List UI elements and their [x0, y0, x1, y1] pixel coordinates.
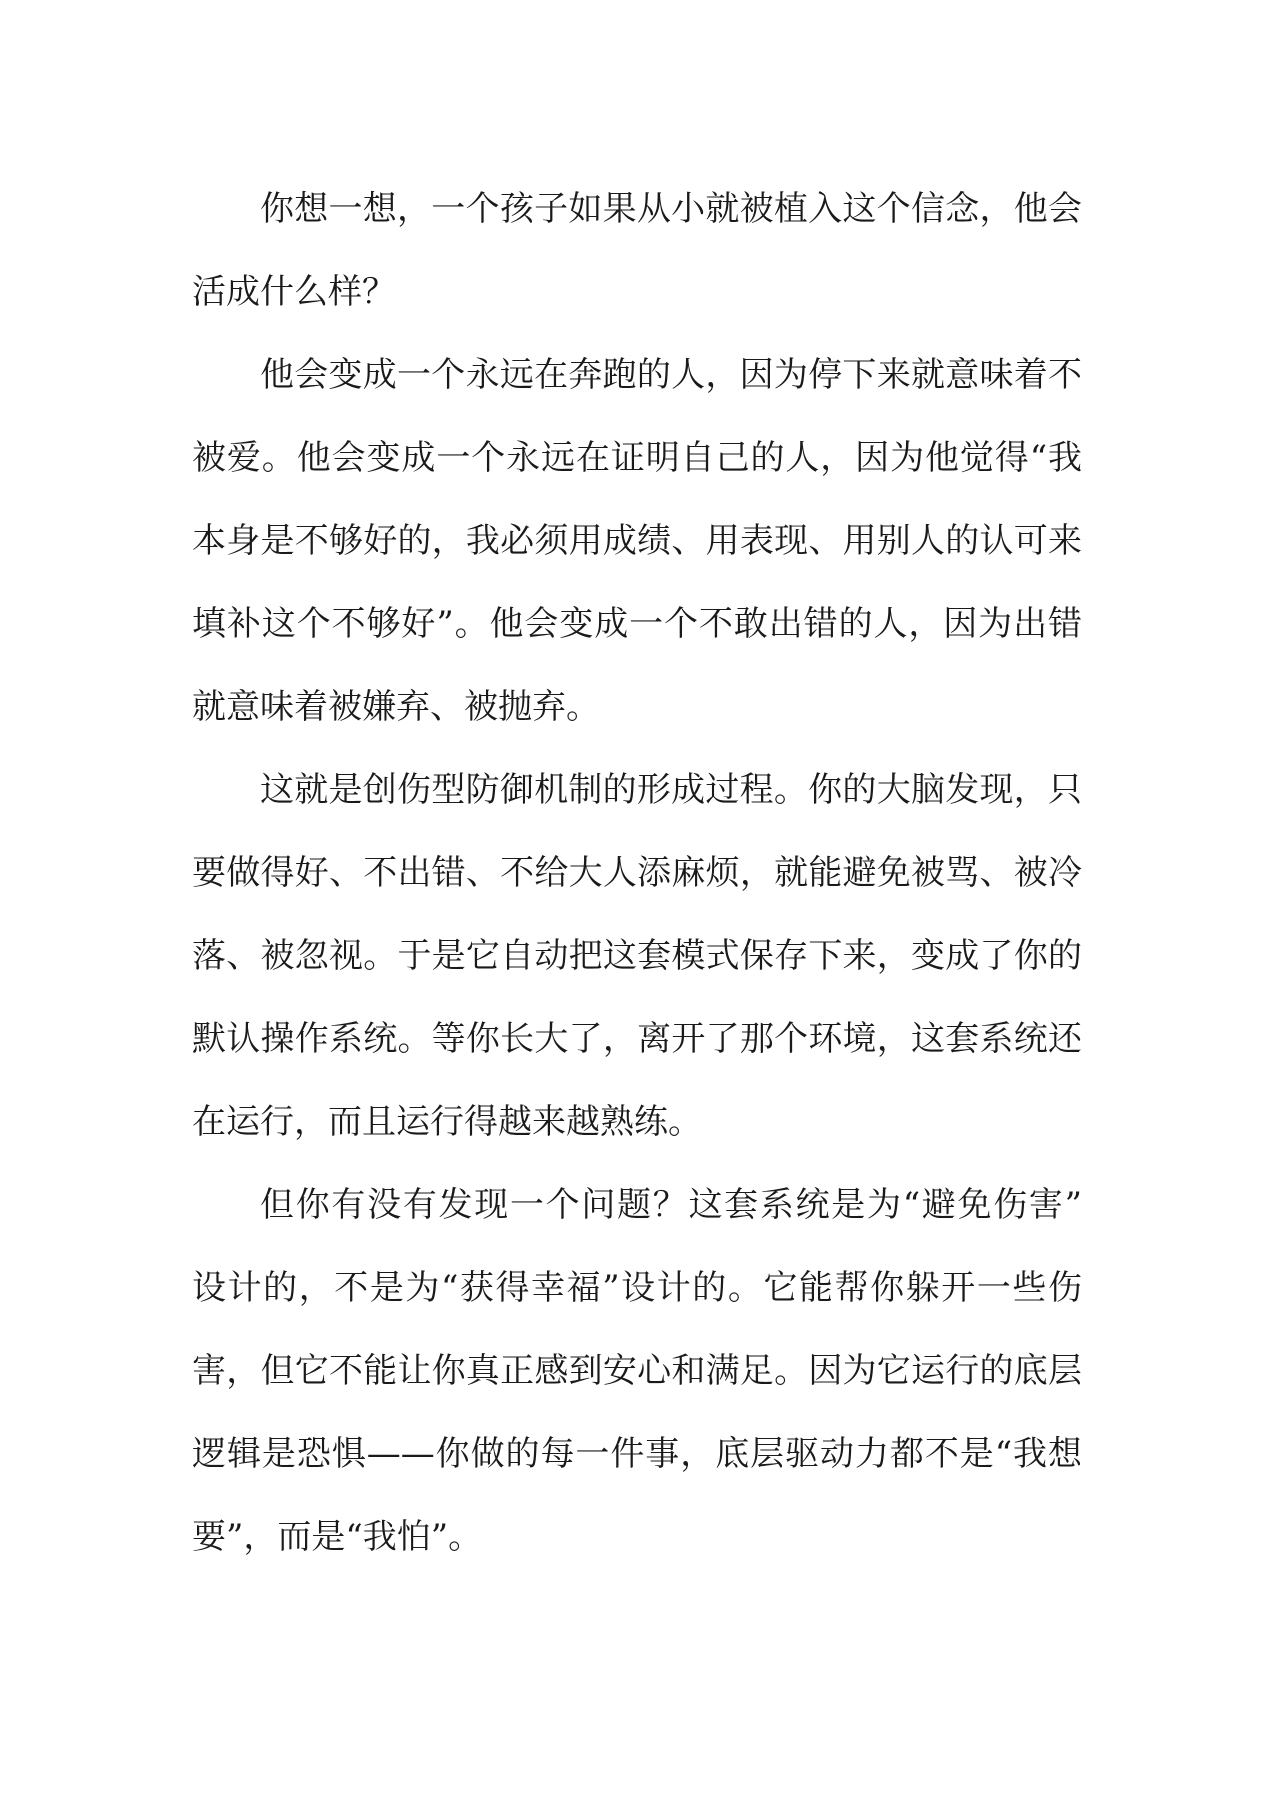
paragraph-1-line-1: 你想一想，一个孩子如果从小就被植入这个信念，他会 [260, 189, 1082, 229]
paragraph-3-line-4: 默认操作系统。等你长大了，离开了那个环境，这套系统还 [192, 1019, 1082, 1059]
paragraph-4-line-4: 逻辑是恐惧——你做的每一件事，底层驱动力都不是“我想 [192, 1434, 1082, 1474]
paragraph-2-line-4: 填补这个不够好”。他会变成一个不敢出错的人，因为出错 [192, 604, 1082, 644]
paragraph-4-line-1: 但你有没有发现一个问题？这套系统是为“避免伤害” [260, 1185, 1082, 1225]
paragraph-2-line-5: 就意味着被嫌弃、被抛弃。 [192, 687, 600, 727]
paragraph-3-line-3: 落、被忽视。于是它自动把这套模式保存下来，变成了你的 [192, 936, 1082, 976]
paragraph-2-line-3: 本身是不够好的，我必须用成绩、用表现、用别人的认可来 [192, 521, 1082, 561]
paragraph-3-line-2: 要做得好、不出错、不给大人添麻烦，就能避免被骂、被冷 [192, 853, 1082, 893]
paragraph-1-line-2: 活成什么样？ [192, 272, 396, 312]
paragraph-3-line-5: 在运行，而且运行得越来越熟练。 [192, 1102, 702, 1142]
paragraph-4-line-2: 设计的，不是为“获得幸福”设计的。它能帮你躲开一些伤 [192, 1268, 1082, 1308]
paragraph-2-line-2: 被爱。他会变成一个永远在证明自己的人，因为他觉得“我 [192, 438, 1082, 478]
paragraph-2-line-1: 他会变成一个永远在奔跑的人，因为停下来就意味着不 [260, 355, 1082, 395]
paragraph-4-line-3: 害，但它不能让你真正感到安心和满足。因为它运行的底层 [192, 1351, 1082, 1391]
paragraph-4-line-5: 要”，而是“我怕”。 [192, 1517, 483, 1557]
paragraph-3-line-1: 这就是创伤型防御机制的形成过程。你的大脑发现，只 [260, 770, 1082, 810]
body-text [192, 168, 1082, 1579]
